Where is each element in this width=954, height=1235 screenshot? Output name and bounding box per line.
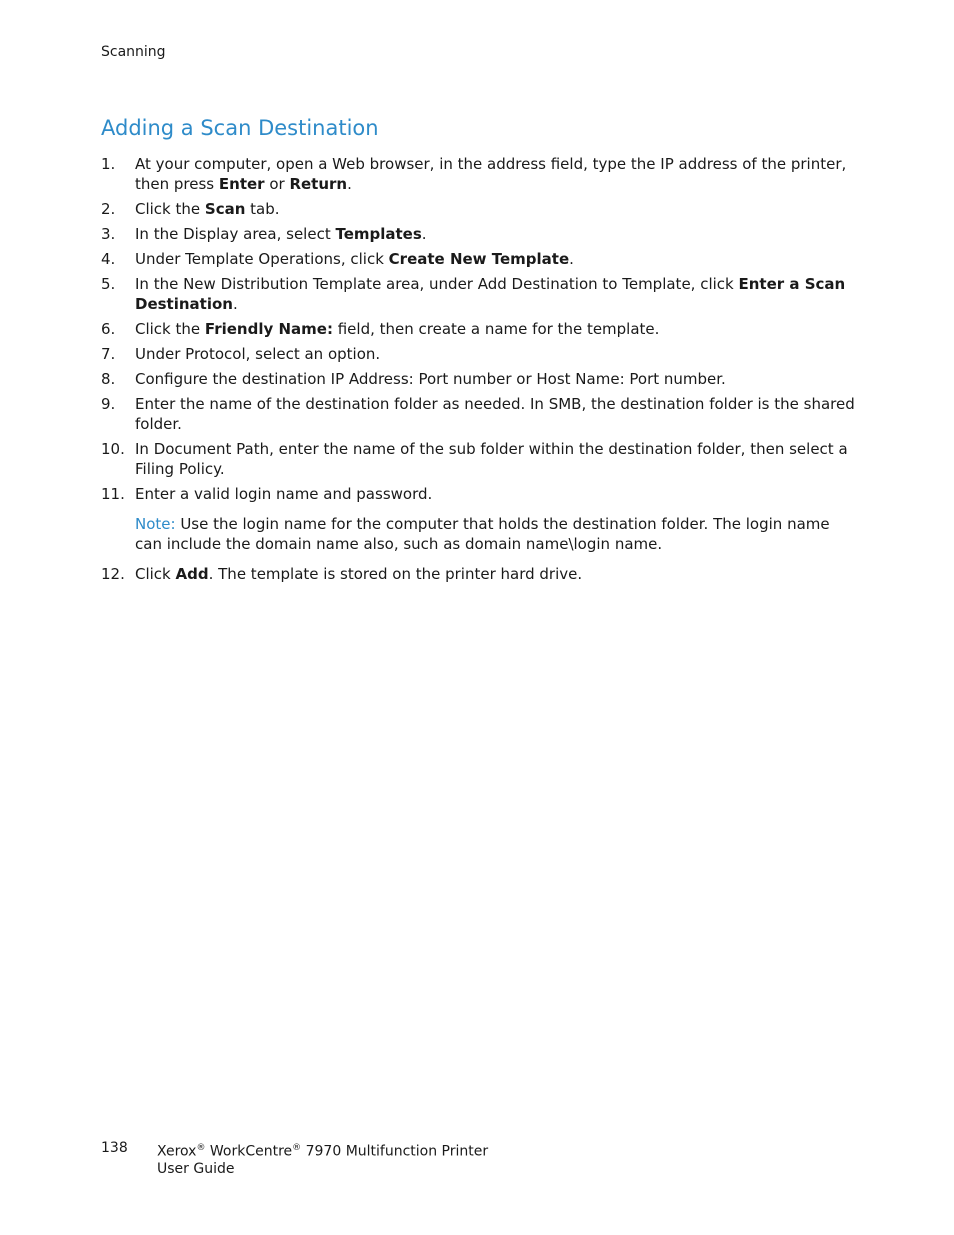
step-text-part: Enter a valid login name and password. (135, 485, 433, 503)
list-item (101, 439, 861, 479)
step-text-part: In the Display area, select (135, 225, 336, 243)
step-text (135, 154, 861, 194)
step-text-part: At your computer, open a Web browser, in the address field, type the IP address of the printer, then press (135, 155, 847, 193)
list-item (101, 249, 861, 269)
step-number: 4. (101, 250, 116, 268)
step-text (135, 369, 861, 389)
list-item (101, 274, 861, 314)
step-number: 6. (101, 320, 116, 338)
list-item (101, 369, 861, 389)
step-text-part: . (232, 295, 238, 313)
ui-term: Enter (218, 175, 265, 193)
ui-term: Scan (204, 200, 246, 218)
list-item (101, 154, 861, 194)
running-header: Scanning (101, 44, 166, 60)
step-text-part: or (264, 175, 290, 193)
step-text-part: Click the (135, 320, 205, 338)
step-text-part: tab. (245, 200, 280, 218)
footer-guide: User Guide (157, 1160, 235, 1177)
footer-product-name: WorkCentre (205, 1143, 293, 1160)
step-text (135, 564, 861, 584)
step-text-part: Under Template Operations, click (135, 250, 389, 268)
step-text-part: . (421, 225, 427, 243)
list-item (101, 199, 861, 219)
ui-term: Friendly Name: (204, 320, 333, 338)
list-item (101, 484, 861, 554)
step-text (135, 224, 861, 244)
steps-list (101, 154, 861, 589)
list-item (101, 319, 861, 339)
list-item (101, 224, 861, 244)
section-title: Adding a Scan Destination (101, 116, 379, 140)
ui-term: Templates (335, 225, 422, 243)
ui-term: Add (175, 565, 209, 583)
step-number: 3. (101, 225, 116, 243)
step-text (135, 344, 861, 364)
step-text-part: Under Protocol, select an option. (135, 345, 381, 363)
step-text-part: In Document Path, enter the name of the sub folder within the destination folder, then select a Filing Policy. (135, 440, 848, 478)
step-text (135, 274, 861, 314)
ui-term: Return (289, 175, 348, 193)
step-text-part: . The template is stored on the printer hard drive. (208, 565, 583, 583)
step-number: 11. (101, 485, 125, 503)
footer-brand: Xerox (157, 1143, 197, 1160)
ui-term: Create New Template (388, 250, 570, 268)
step-text-part: In the New Distribution Template area, under Add Destination to Template, click (135, 275, 739, 293)
note (135, 514, 861, 554)
list-item (101, 344, 861, 364)
ui-term: Enter a Scan Destination (135, 275, 846, 313)
step-text-part: . (347, 175, 352, 193)
step-number: 2. (101, 200, 116, 218)
step-text-part: Enter the name of the destination folder as needed. In SMB, the destination folder is the shared folder. (135, 395, 855, 433)
registered-mark: ® (292, 1143, 302, 1153)
step-text (135, 439, 861, 479)
step-number: 10. (101, 440, 125, 458)
step-text (135, 199, 861, 219)
footer-model: 7970 Multifunction Printer (301, 1143, 489, 1160)
step-number: 8. (101, 370, 116, 388)
step-text (135, 319, 861, 339)
page-number: 138 (101, 1140, 128, 1156)
registered-mark: ® (196, 1143, 206, 1153)
list-item (101, 394, 861, 434)
step-text-part: . (569, 250, 574, 268)
footer-product-line (157, 1140, 488, 1161)
note-label: Note: (135, 515, 176, 533)
step-number: 5. (101, 275, 116, 293)
step-text-part: field, then create a name for the template. (332, 320, 660, 338)
note-text: Use the login name for the computer that holds the destination folder. The login name can include the domain name also, such as domain name\login name. (135, 515, 830, 553)
step-text-part: Click the (135, 200, 205, 218)
step-text (135, 249, 861, 269)
step-number: 9. (101, 395, 116, 413)
step-text-part: Click (135, 565, 176, 583)
step-number: 7. (101, 345, 116, 363)
step-text-part: Configure the destination IP Address: Port number or Host Name: Port number. (135, 370, 726, 388)
list-item (101, 564, 861, 584)
step-number: 12. (101, 565, 125, 583)
step-number: 1. (101, 155, 116, 173)
footer-product (157, 1140, 488, 1178)
step-text (135, 394, 861, 434)
step-text (135, 484, 861, 504)
